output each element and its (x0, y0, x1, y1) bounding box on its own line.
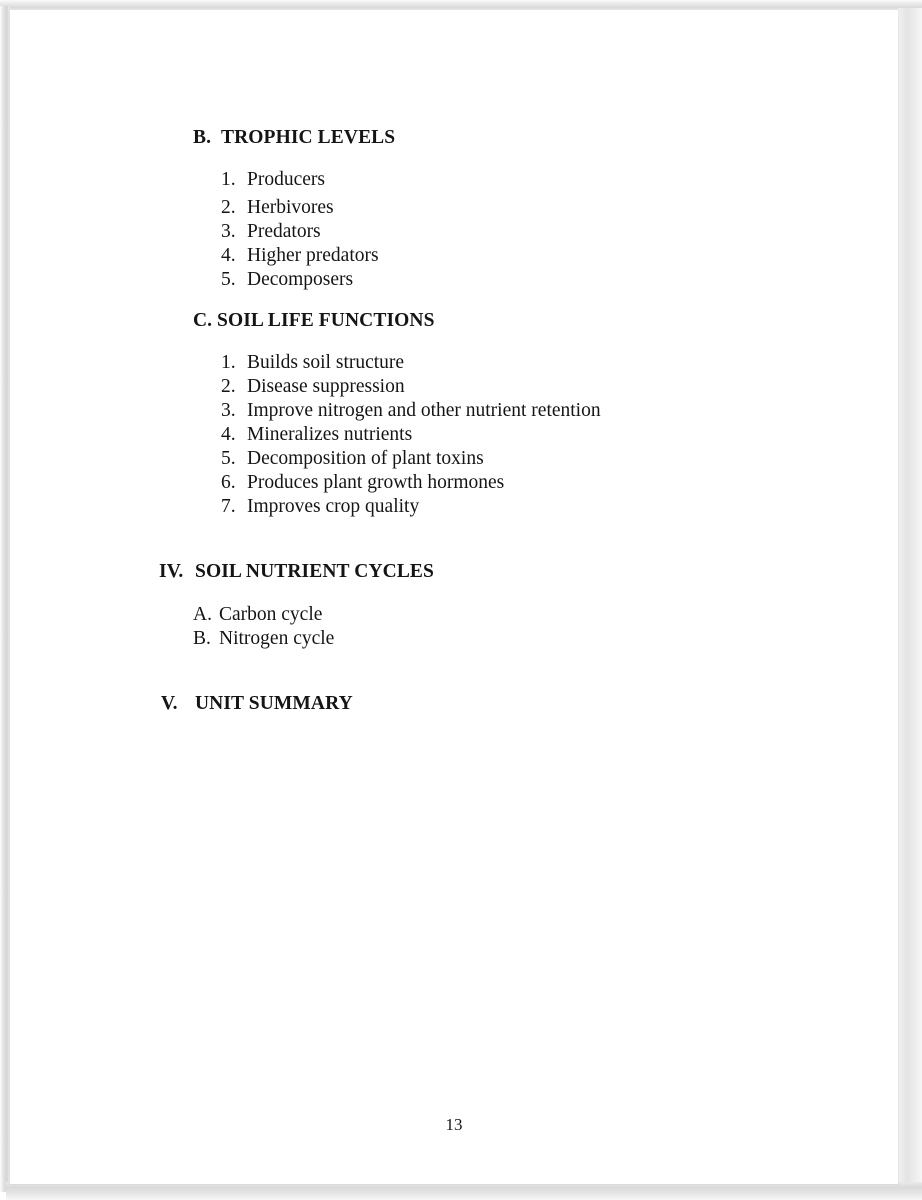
list-item: Higher predators (247, 245, 379, 266)
page-number: 13 (445, 1115, 463, 1134)
list-item: Herbivores (247, 197, 334, 218)
list-item-marker: 4. (221, 424, 236, 445)
list-item: Improves crop quality (247, 496, 420, 517)
list-item: Carbon cycle (219, 604, 323, 625)
document-page (10, 10, 898, 1184)
list-item: Predators (247, 221, 321, 242)
list-item-marker: 5. (221, 448, 236, 469)
section-c-marker: C. (193, 310, 213, 331)
page-shadow-left (0, 6, 10, 1192)
list-item-marker: 2. (221, 376, 236, 397)
list-item-marker: 3. (221, 221, 236, 242)
list-item-marker: 1. (221, 352, 236, 373)
page-shadow-top (0, 0, 922, 10)
section-iv-marker: IV. (159, 561, 184, 582)
list-item: Decomposition of plant toxins (247, 448, 484, 469)
section-b-heading: TROPHIC LEVELS (221, 127, 396, 148)
list-item-marker: B. (193, 628, 211, 649)
list-item-marker: 5. (221, 269, 236, 290)
list-item-marker: 2. (221, 197, 236, 218)
list-item-marker: 4. (221, 245, 236, 266)
list-item-marker: 1. (221, 169, 236, 190)
list-item-marker: 3. (221, 400, 236, 421)
section-v-heading: UNIT SUMMARY (195, 693, 353, 714)
section-c-heading: SOIL LIFE FUNCTIONS (217, 310, 435, 331)
section-b-marker: B. (193, 127, 212, 148)
list-item: Producers (247, 169, 325, 190)
list-item: Produces plant growth hormones (247, 472, 505, 493)
list-item: Decomposers (247, 269, 354, 290)
list-item: Nitrogen cycle (219, 628, 335, 649)
list-item: Mineralizes nutrients (247, 424, 413, 445)
section-v-marker: V. (161, 693, 178, 714)
list-item-marker: A. (193, 604, 212, 625)
list-item-marker: 7. (221, 496, 236, 517)
page-shadow-right (898, 8, 922, 1192)
page-shadow-bottom (6, 1182, 922, 1200)
list-item-marker: 6. (221, 472, 236, 493)
list-item: Disease suppression (247, 376, 405, 397)
list-item: Improve nitrogen and other nutrient retention (247, 400, 601, 421)
list-item: Builds soil structure (247, 352, 405, 373)
section-iv-heading: SOIL NUTRIENT CYCLES (195, 561, 434, 582)
